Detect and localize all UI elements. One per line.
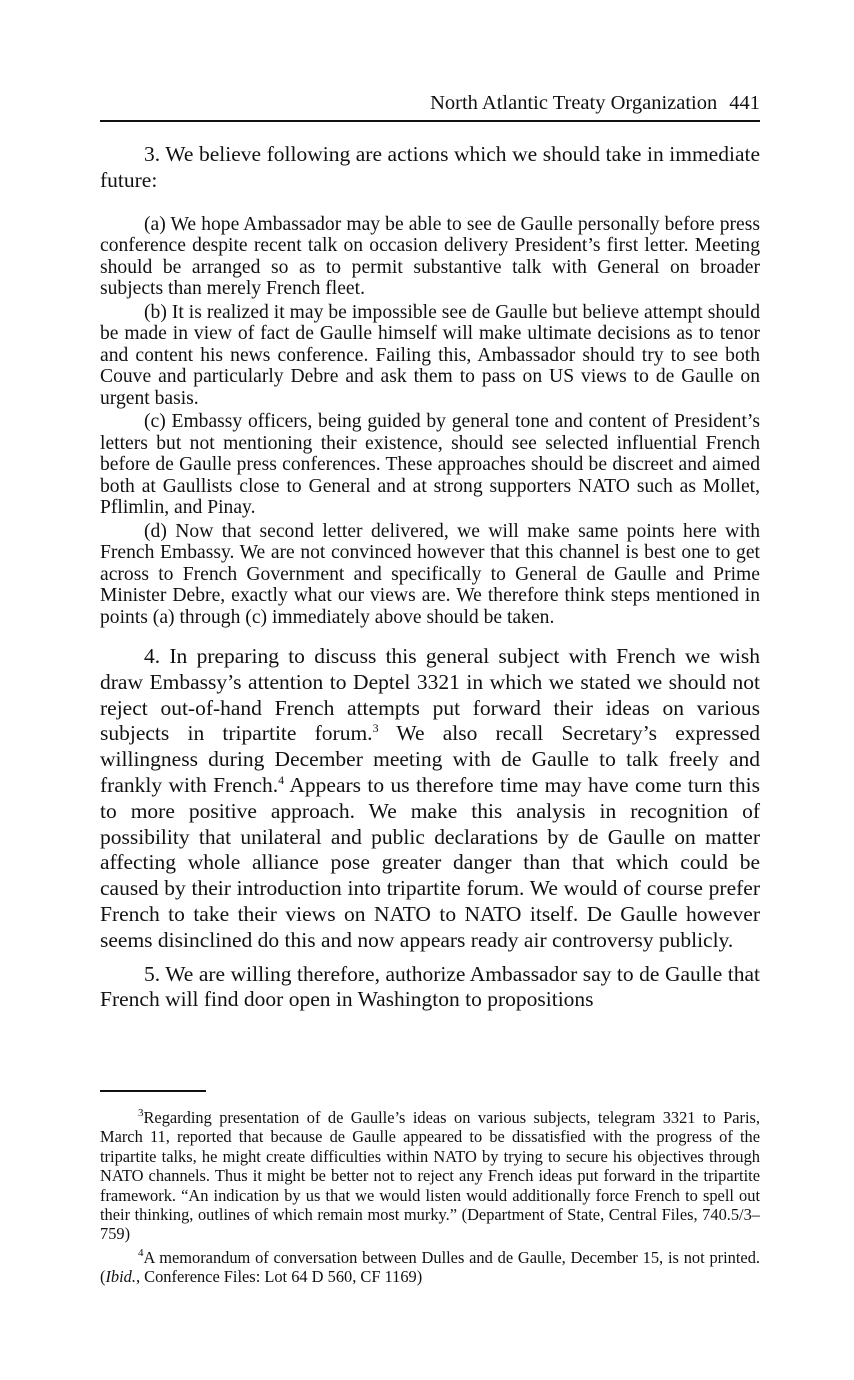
page-number: 441 xyxy=(729,92,760,114)
footnotes xyxy=(100,1108,760,1287)
paragraph-3d: (d) Now that second letter delivered, we will make same points here with French Embassy. We are not convinced however that this channel is best one to get across to French Government and specifically to General de Gaulle and Prime Minister Debre, exactly what our views are. We therefore think steps mentioned in points (a) through (c) immediately above should be taken. xyxy=(100,520,760,628)
paragraph-4-text-2: We also recall Secretary’s expressed willingness during December meeting with de Gaulle to talk freely and frankly with French. xyxy=(100,721,760,798)
footnote-4-ibid: Ibid. xyxy=(105,1267,136,1287)
paragraph-4 xyxy=(100,644,760,954)
footnote-ref-3: 3 xyxy=(372,721,379,736)
paragraph-5: 5. We are willing therefore, authorize Ambassador say to de Gaulle that French will find door open in Washington to propositions xyxy=(100,961,760,1012)
footnote-4 xyxy=(100,1248,760,1287)
footnote-divider xyxy=(100,1090,206,1092)
paragraph-4-text-1: 4. In preparing to discuss this general subject with French we wish draw Embassy’s attention to Deptel 3321 in which we stated we should not reject out-of-hand French attempts put forward their ideas on various subjects in tripartite forum. xyxy=(100,644,760,746)
footnote-4-text-a: A memorandum of conversation between Dulles and de Gaulle, December 15, is not printed. ( xyxy=(100,1247,760,1287)
footnote-3-text: Regarding presentation of de Gaulle’s ideas on various subjects, telegram 3321 to Paris, March 11, reported that because de Gaulle appeared to be dissatisfied with the progress of the tripartite talks, he might create difficulties within NATO by trying to secure his objectives through NATO channels. Thus it might be better not to reject any French ideas put forward in the tripartite framework. “An indication by us that we would listen would additionally force French to spell out their thinking, outlines of which remain most murky.” (Department of State, Central Files, 740.5/3–759) xyxy=(100,1108,760,1244)
paragraph-4-text-3: Appears to us therefore time may have come turn this to more positive approach. We make this analysis in recognition of possibility that unilateral and public declarations by de Gaulle on matter affecting whole alliance pose greater danger than that which could be caused by their introduction into tripartite forum. We would of course prefer French to take their views on NATO to NATO itself. De Gaulle however seems disinclined do this and now appears ready air controversy publicly. xyxy=(100,773,760,952)
footnote-3 xyxy=(100,1108,760,1244)
footnote-4-marker: 4 xyxy=(138,1246,144,1259)
paragraph-3c: (c) Embassy officers, being guided by general tone and content of President’s letters but not mentioning their existence, should see selected influential French before de Gaulle press conferences. These approaches should be discreet and aimed both at Gaullists close to General and at strong supporters NATO such as Mollet, Pflimlin, and Pinay. xyxy=(100,411,760,519)
paragraph-3a: (a) We hope Ambassador may be able to see de Gaulle personally before press conference despite recent talk on occasion delivery President’s first letter. Meeting should be arranged so as to permit substantive talk with General on broader subjects than merely French fleet. xyxy=(100,213,760,300)
footnote-3-marker: 3 xyxy=(138,1107,144,1119)
running-header xyxy=(100,88,760,122)
running-title: North Atlantic Treaty Organization xyxy=(430,92,718,114)
footnote-4-text-b: , Conference Files: Lot 64 D 560, CF 1169) xyxy=(135,1267,423,1287)
body-text xyxy=(100,142,760,1013)
paragraph-3: 3. We believe following are actions which we should take in immediate future: xyxy=(100,142,760,192)
paragraph-3b: (b) It is realized it may be impossible see de Gaulle but believe attempt should be made in view of fact de Gaulle himself will make ultimate decisions as to tenor and content his news conference. Failing this, Ambassador should try to see both Couve and particularly Debre and ask them to pass on US views to de Gaulle on urgent basis. xyxy=(100,301,760,409)
footnote-ref-4: 4 xyxy=(278,773,285,788)
